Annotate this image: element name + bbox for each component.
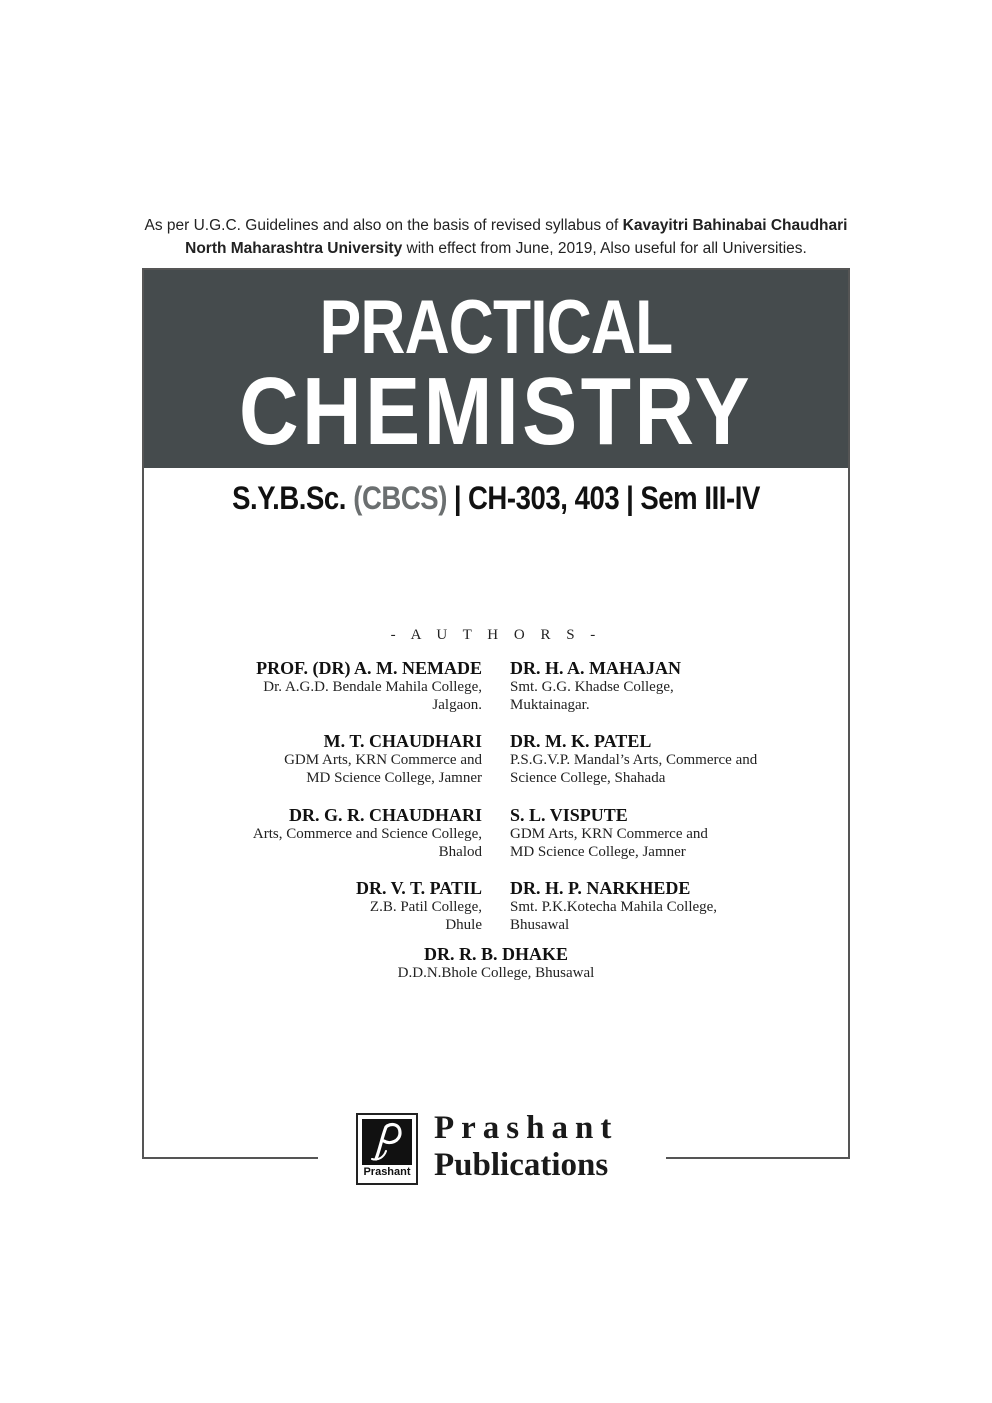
author-affiliation: Science College, Shahada	[510, 770, 666, 786]
publisher-logo-caption: Prashant	[363, 1166, 411, 1178]
author-affiliation: Jalgaon.	[432, 697, 482, 713]
subtitle-course: CH-303, 403	[467, 480, 620, 516]
frame-bottom-rule-right	[666, 1157, 850, 1159]
author-name: DR. H. A. MAHAJAN	[510, 658, 681, 678]
frame-bottom-rule-left	[142, 1157, 318, 1159]
author-center	[0, 944, 992, 982]
p-monogram-icon	[362, 1119, 412, 1165]
author-name: PROF. (DR) A. M. NEMADE	[256, 658, 482, 678]
author-affiliation: Muktainagar.	[510, 697, 590, 713]
author-right-4	[510, 878, 717, 934]
author-affiliation: MD Science College, Jamner	[306, 770, 482, 786]
guidelines-line-2: North Maharashtra University with effect from June, 2019, Also useful for all Universities.	[185, 240, 807, 257]
author-affiliation: P.S.G.V.P. Mandal’s Arts, Commerce and	[510, 752, 758, 768]
author-affiliation: Smt. G.G. Khadse College,	[510, 679, 674, 695]
subtitle-semester: Sem III-IV	[640, 480, 760, 516]
author-name: M. T. CHAUDHARI	[323, 731, 482, 751]
author-name: DR. M. K. PATEL	[510, 731, 652, 751]
title-line-1: PRACTICAL	[319, 285, 673, 370]
author-right-2	[510, 731, 757, 787]
author-name: DR. R. B. DHAKE	[423, 944, 568, 964]
publisher-name-line-1: Prashant	[434, 1110, 619, 1146]
publisher-logo	[356, 1113, 418, 1185]
author-left-1	[256, 658, 482, 714]
subtitle-class: S.Y.B.Sc.	[232, 480, 347, 516]
author-affiliation: D.D.N.Bhole College, Bhusawal	[397, 965, 595, 981]
author-affiliation: Arts, Commerce and Science College,	[252, 826, 482, 842]
author-affiliation: Bhusawal	[510, 917, 570, 933]
author-affiliation: Z.B. Patil College,	[369, 899, 482, 915]
title-band	[144, 270, 848, 468]
author-right-1	[510, 658, 681, 714]
author-name: DR. V. T. PATIL	[355, 878, 482, 898]
author-left-4	[356, 878, 482, 934]
author-affiliation: Smt. P.K.Kotecha Mahila College,	[510, 899, 718, 915]
subtitle-scheme: (CBCS)	[353, 480, 447, 516]
author-left-2	[284, 731, 482, 787]
author-left-3	[253, 805, 482, 861]
author-name: DR. G. R. CHAUDHARI	[289, 805, 482, 825]
course-subtitle	[69, 478, 922, 518]
publisher-name-line-2: Publications	[434, 1147, 609, 1183]
author-affiliation: Bhalod	[438, 844, 482, 860]
author-affiliation: Dr. A.G.D. Bendale Mahila College,	[263, 679, 482, 695]
subtitle-separator: |	[626, 480, 634, 516]
author-name: S. L. VISPUTE	[510, 805, 628, 825]
author-right-3	[510, 805, 708, 861]
guidelines-line-1: As per U.G.C. Guidelines and also on the basis of revised syllabus of Kavayitri Bahinabai Chaudhari	[144, 217, 848, 234]
author-affiliation: GDM Arts, KRN Commerce and	[284, 752, 482, 768]
authors-heading: - A U T H O R S -	[390, 627, 602, 643]
publisher-logo-mark	[362, 1119, 412, 1165]
author-name: DR. H. P. NARKHEDE	[510, 878, 691, 898]
author-affiliation: MD Science College, Jamner	[510, 844, 686, 860]
subtitle-separator: |	[453, 480, 462, 516]
author-affiliation: Dhule	[445, 917, 482, 933]
author-affiliation: GDM Arts, KRN Commerce and	[510, 826, 708, 842]
title-line-2: CHEMISTRY	[238, 358, 754, 465]
guidelines-text	[0, 214, 992, 260]
